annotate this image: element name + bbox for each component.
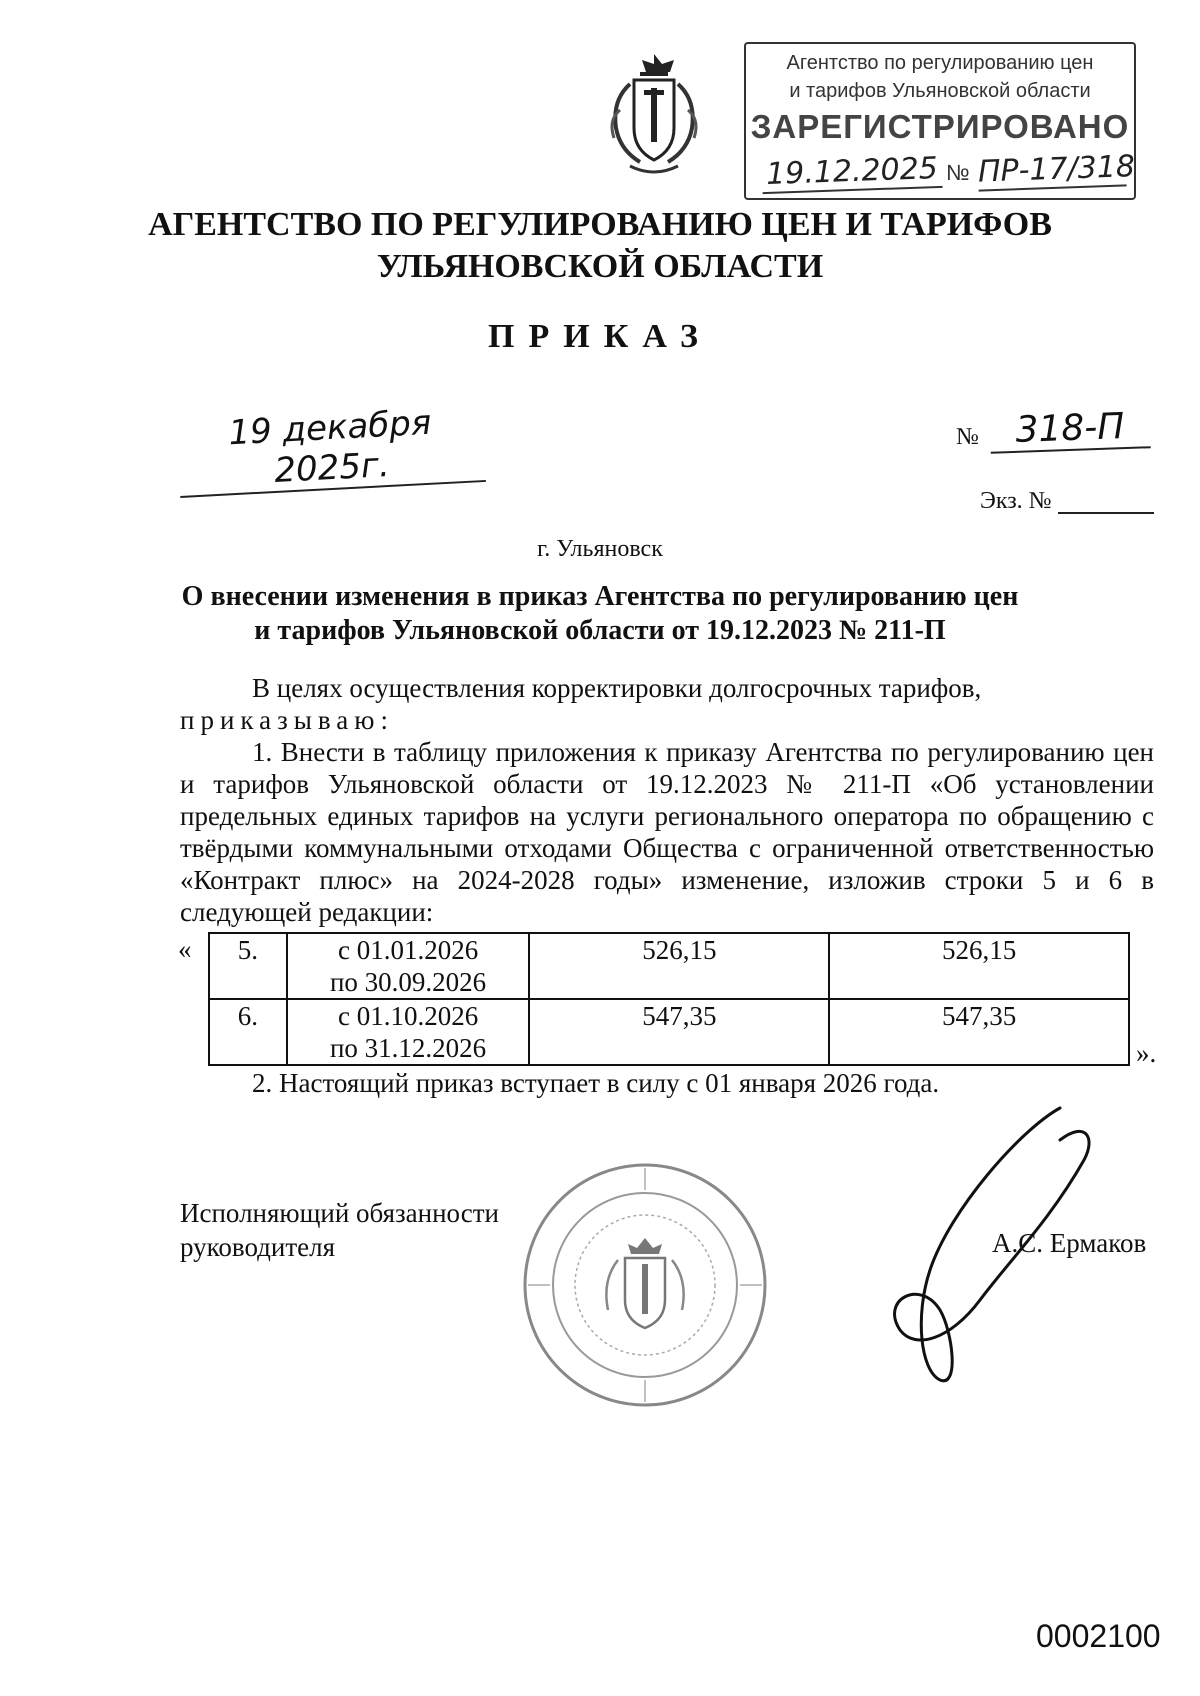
copy-number-line xyxy=(1058,512,1154,514)
registration-stamp xyxy=(744,42,1136,200)
quote-close: ». xyxy=(1136,1038,1157,1068)
order-date-handwritten: 19 декабря 2025г. xyxy=(176,400,486,498)
tariff-table xyxy=(208,932,1130,1066)
period-to: по 30.09.2026 xyxy=(329,967,487,997)
registration-number: ПР-17/318 xyxy=(977,149,1136,190)
row-period xyxy=(287,933,530,999)
row-number: 5. xyxy=(209,933,287,999)
registration-date: 19.12.2025 xyxy=(761,151,942,194)
item-2: 2. Настоящий приказ вступает в силу с 01 января 2026 года. xyxy=(252,1068,940,1098)
signer-position-line1: Исполняющий обязанности xyxy=(180,1198,499,1228)
registration-stamp-line1: Агентство по регулированию цен xyxy=(786,52,1094,74)
order-subject-line2: и тарифов Ульяновской области от 19.12.2023 № 211-П xyxy=(254,615,946,646)
signer-position-line2: руководителя xyxy=(180,1232,336,1262)
signer-position xyxy=(180,1196,540,1264)
tariff-value: 526,15 xyxy=(529,933,829,999)
period-to: по 31.12.2026 xyxy=(329,1033,487,1063)
quote-open: « xyxy=(178,934,192,964)
order-body xyxy=(180,672,1154,928)
period-from: с 01.10.2026 xyxy=(337,1001,479,1031)
tariff-value: 526,15 xyxy=(829,933,1129,999)
row-number: 6. xyxy=(209,999,287,1065)
registration-stamp-line2: и тарифов Ульяновской области xyxy=(789,80,1091,102)
table-row xyxy=(209,999,1129,1065)
intro-paragraph: В целях осуществления корректировки долгосрочных тарифов, xyxy=(252,673,982,703)
order-number-label: № xyxy=(956,424,979,450)
order-subject xyxy=(160,580,1040,648)
coat-of-arms-icon xyxy=(600,50,708,180)
tariff-value: 547,35 xyxy=(829,999,1129,1065)
official-seal-icon xyxy=(520,1160,770,1410)
agency-title-line2: УЛЬЯНОВСКОЙ ОБЛАСТИ xyxy=(376,248,824,285)
signer-name: А.С. Ермаков xyxy=(992,1228,1147,1258)
registration-number-label: № xyxy=(946,160,970,185)
agency-title xyxy=(120,204,1080,288)
city: г. Ульяновск xyxy=(537,536,663,562)
decree-word: приказываю: xyxy=(180,705,394,735)
agency-title-line1: АГЕНТСТВО ПО РЕГУЛИРОВАНИЮ ЦЕН И ТАРИФОВ xyxy=(148,206,1052,243)
serial-number: 0002100 xyxy=(1036,1618,1161,1654)
period-from: с 01.01.2026 xyxy=(337,935,479,965)
row-period xyxy=(287,999,530,1065)
table-row xyxy=(209,933,1129,999)
order-number-handwritten: 318-П xyxy=(989,405,1150,454)
copy-number-label: Экз. № xyxy=(980,488,1052,514)
order-subject-line1: О внесении изменения в приказ Агентства по регулированию цен xyxy=(181,581,1019,612)
registration-status: ЗАРЕГИСТРИРОВАНО xyxy=(750,108,1130,145)
tariff-value: 547,35 xyxy=(529,999,829,1065)
document-type: ПРИКАЗ xyxy=(488,318,712,355)
item-1: 1. Внести в таблицу приложения к приказу Агентства по регулированию цен и тарифов Ульяновской области от 19.12.2023 № 211-П «Об установлении предельных единых тарифов на услуги регионального оператора по обращению с твёрдыми коммунальными отходами Общества с ограниченной ответственностью «Контракт плюс» на 2024-2028 годы» изменение, изложив строки 5 и 6 в следующей редакции: xyxy=(180,737,1154,927)
